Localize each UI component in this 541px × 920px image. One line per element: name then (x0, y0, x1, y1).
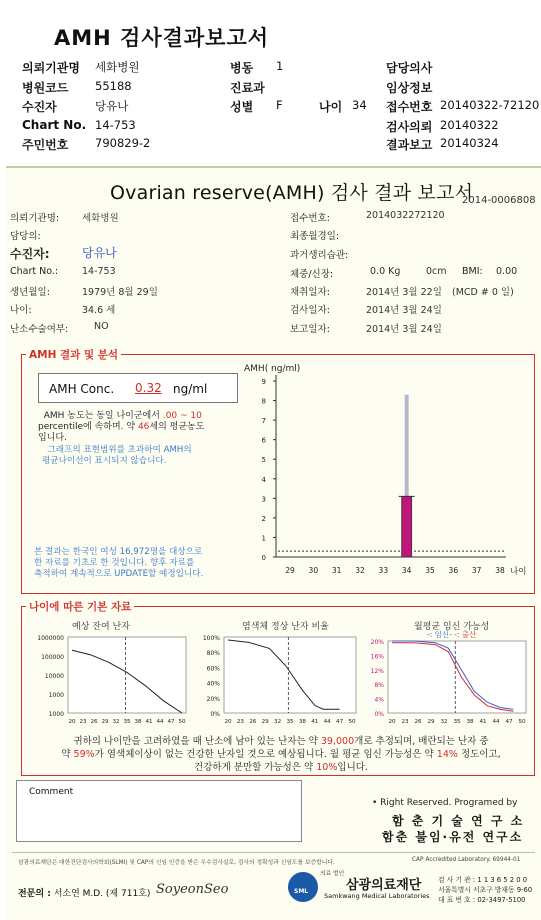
info-value: 2014년 3월 22일 (366, 287, 442, 298)
info-value: 0.0 Kg (370, 266, 401, 277)
field-label: 검사의뢰 (386, 120, 433, 134)
cap-accreditation: CAP Accredited Laboratory. 69944-01 (412, 857, 521, 863)
note-line: 평균나이선이 표시되지 않습니다. (42, 456, 167, 466)
field-label: 결과보고 (386, 138, 433, 152)
y-tick-label: 80% (206, 650, 220, 658)
x-tick-label: 30 (308, 566, 319, 575)
info-label: 접수번호: (290, 213, 330, 224)
x-tick-label: 23 (401, 719, 409, 725)
desc-age: 46 (137, 422, 150, 432)
y-tick-label: 0% (210, 711, 220, 718)
field-label: 담당의사 (386, 61, 433, 75)
remaining-eggs-chart (24, 629, 194, 733)
y-tick-label: 40% (206, 680, 220, 688)
certification-text: 삼광의료재단은 대한진단검사의학회(SLMI) 및 CAP의 신임 인증을 받은 우수검사실로, 검사의 정확성과 신임도를 보증합니다. (18, 860, 335, 866)
x-tick-label: 41 (479, 719, 487, 725)
org-type: 의료 법인 (320, 871, 345, 877)
divider (12, 852, 535, 853)
y-tick-label: 20% (206, 695, 220, 703)
y-tick-label: 0% (374, 711, 384, 718)
note-line: 그래프의 표현범위를 초과하여 AMH의 (47, 445, 192, 455)
request-header (0, 0, 541, 160)
phone: 대 표 번 호 : 02-3497-5100 (438, 896, 526, 904)
summary-text: 개로 추정되며, 배란되는 난자 중 (354, 736, 489, 747)
patient-bar (402, 496, 412, 557)
x-tick-label: 38 (466, 719, 474, 725)
x-tick-label: 36 (448, 566, 459, 575)
x-tick-label: 50 (518, 719, 526, 725)
x-tick-label: 29 (261, 719, 269, 725)
desc-text: AMH 농도는 동일 나이군에서 (43, 411, 160, 421)
field-value: 20140322-72120 (440, 98, 540, 112)
y-tick-label: 6 (261, 436, 266, 445)
specialist-label: 전문의 : (18, 889, 51, 899)
y-axis-label: AMH( ng/ml) (244, 364, 301, 374)
field-value: 790829-2 (95, 136, 151, 150)
normal-eggs-chart (194, 629, 364, 733)
plot-area (224, 637, 356, 713)
y-tick-label: 2 (261, 514, 266, 523)
info-label: 수진자: (10, 247, 50, 261)
x-tick-label: 47 (505, 719, 513, 725)
field-label: 수진자 (22, 100, 57, 114)
amh-conc-label: AMH Conc. (49, 382, 115, 396)
y-tick-label: 12% (370, 667, 384, 675)
x-tick-label: 26 (90, 719, 98, 725)
y-tick-label: 9 (261, 378, 266, 386)
x-tick-label: 20 (68, 719, 76, 725)
info-value: 34.6 세 (82, 305, 116, 316)
rights-notice: • Right Reserved. Programed by (372, 798, 518, 808)
y-tick-label: 1 (261, 534, 266, 543)
summary-normal-pct: 59% (73, 749, 95, 760)
x-tick-label: 32 (355, 566, 365, 575)
info-label: 나이: (10, 305, 32, 316)
amh-result-section (21, 354, 535, 594)
x-tick-label: 38 (134, 719, 142, 725)
y-tick-label: 4% (374, 696, 384, 704)
plot-area (388, 641, 526, 713)
y-tick-label: 3 (261, 495, 266, 504)
field-label: 의뢰기관명 (22, 61, 80, 75)
summary-birth-pct: 10% (316, 762, 338, 773)
desc-text: 세의 평균농도 (149, 422, 205, 432)
chart-title: 염색체 정상 난자 비율 (242, 622, 329, 632)
field-label: 접수번호 (386, 100, 433, 114)
x-tick-label: 41 (145, 719, 153, 725)
plot-area (68, 637, 186, 713)
info-label: Chart No.: (10, 266, 59, 277)
info-value: 세화병원 (82, 213, 119, 224)
info-label: BMI: (462, 266, 483, 277)
pregnancy-chance-chart (364, 637, 534, 733)
amh-conc-value: 0.32 (135, 381, 162, 395)
x-tick-label: 29 (427, 719, 435, 725)
info-label: 의뢰기관명: (10, 213, 60, 224)
field-value: 1 (276, 59, 284, 73)
specialist-name: 서소연 M.D. (제 711호) (53, 889, 151, 899)
x-tick-label: 32 (274, 719, 282, 725)
note-line: 본 결과는 한국인 여성 16,972명을 대상으로 (34, 547, 203, 557)
info-label: 난소수술여부: (10, 324, 69, 335)
info-label: 채취일자: (290, 287, 330, 298)
field-value: 당유나 (95, 99, 129, 113)
x-tick-label: 33 (378, 566, 389, 575)
field-label: 주민번호 (22, 138, 69, 152)
y-tick-label: 20% (370, 639, 384, 646)
logo-text: SML (294, 888, 309, 895)
x-tick-label: 26 (414, 719, 422, 725)
info-label: 최종월경일: (290, 231, 340, 242)
address: 서울특별시 서초구 방재동 9-60 (438, 886, 533, 894)
x-tick-label: 35 (425, 566, 435, 575)
x-tick-label: 44 (156, 719, 164, 725)
y-tick-label: 1000 (48, 692, 64, 699)
amh-data-note (34, 547, 203, 580)
field-value: 34 (352, 98, 367, 112)
legend-birth: -: 출산 (454, 630, 477, 639)
info-value: 0cm (426, 266, 447, 277)
info-value: 2014년 3월 24일 (366, 324, 442, 335)
info-label: 검사일자: (290, 305, 330, 316)
age-reference-section (21, 606, 535, 776)
amh-concentration (38, 373, 238, 403)
sml-logo-icon (288, 872, 318, 902)
y-tick-label: 100000 (41, 654, 64, 661)
field-label: 성별 (230, 100, 254, 114)
info-value: 2014032272120 (366, 210, 445, 221)
x-tick-label: 37 (471, 566, 482, 575)
y-tick-label: 5 (261, 456, 266, 465)
field-value: F (276, 98, 283, 112)
desc-range: .00 ~ 10 (162, 411, 202, 421)
field-label: 나이 (319, 100, 343, 114)
x-tick-label: 47 (336, 719, 344, 725)
y-tick-label: 1000 (48, 711, 64, 718)
field-value: 20140324 (440, 136, 499, 150)
institute-name: 함 춘 기 술 연 구 소 (392, 814, 525, 828)
x-tick-label: 44 (323, 719, 331, 725)
x-tick-label: 35 (123, 719, 131, 725)
note-line: 축적하여 계속적으로 UPDATE할 예정입니다. (34, 569, 204, 579)
organization-name: 삼광의료재단 (346, 878, 422, 893)
x-tick-label: 23 (236, 719, 244, 725)
summary-text: 약 (61, 749, 71, 760)
x-tick-label: 38 (495, 566, 505, 575)
lab-code: 검 사 기 관 : 1 1 3 6 5 2 0 0 (438, 876, 528, 884)
x-tick-label: 31 (331, 566, 342, 575)
info-label: 보고일자: (290, 324, 330, 335)
summary-text: 건강하게 분만할 가능성은 약 (194, 762, 314, 773)
y-tick-label: 0 (261, 554, 266, 562)
x-tick-label: 20 (224, 719, 232, 725)
field-label: 임상정보 (386, 81, 433, 95)
y-tick-label: 8 (261, 397, 266, 406)
x-tick-label: 35 (453, 719, 461, 725)
info-value: 14-753 (82, 266, 116, 277)
x-tick-label: 32 (112, 719, 120, 725)
x-tick-label: 44 (492, 719, 500, 725)
reference-summary (34, 735, 528, 774)
info-label: 생년월일: (10, 287, 50, 298)
legend-pregnancy: -: 임신- (427, 630, 452, 639)
summary-eggs: 39,000 (320, 736, 355, 747)
note-line: 한 자료를 기초로 한 것입니다. 향후 자료를 (34, 558, 195, 568)
x-tick-label: 35 (286, 719, 294, 725)
info-label: 담당의: (10, 231, 41, 242)
x-tick-label: 29 (101, 719, 109, 725)
reference-range-bar (405, 395, 409, 497)
field-value: 20140322 (440, 118, 499, 132)
info-value: 0.00 (496, 266, 518, 277)
field-value: 세화병원 (95, 60, 140, 74)
y-tick-label: 10000 (44, 673, 64, 680)
x-axis-label: 나이 (510, 567, 527, 577)
x-tick-label: 29 (285, 566, 295, 575)
amh-conc-unit: ng/ml (173, 382, 208, 396)
x-tick-label: 34 (401, 566, 412, 575)
x-tick-label: 32 (440, 719, 448, 725)
y-tick-label: 4 (261, 475, 266, 484)
info-value: (MCD # 0 일) (452, 287, 514, 298)
desc-text: percentile에 속하며. 약 (38, 422, 136, 432)
organization-english: Samkwang Medical Laboratories (324, 892, 430, 900)
amh-age-chart (242, 361, 532, 587)
x-tick-label: 38 (298, 719, 306, 725)
summary-text: 귀하의 나이만을 고려하였을 때 난소에 남아 있는 난자는 약 (73, 736, 318, 747)
signature: SoyeonSeo (156, 882, 229, 897)
y-tick-label: 1000000 (37, 635, 64, 642)
x-tick-label: 20 (388, 719, 396, 725)
x-tick-label: 50 (178, 719, 186, 725)
specialist (18, 886, 150, 899)
field-label: 병원코드 (22, 81, 69, 95)
summary-text: 가 염색체이상이 없는 건강한 난자일 것으로 예상됩니다. 월 평균 임신 가능성은 약 (94, 749, 434, 760)
field-value: 55188 (95, 79, 132, 93)
y-tick-label: 16% (370, 653, 384, 661)
summary-pregnancy-pct: 14% (436, 749, 458, 760)
y-tick-label: 100% (202, 635, 220, 642)
info-value: 1979년 8월 29일 (82, 287, 158, 298)
reference-section-label: 나이에 따른 기본 자료 (26, 599, 134, 614)
amh-description (38, 411, 248, 444)
report-title: Ovarian reserve(AMH) 검사 결과 보고서 (110, 182, 474, 204)
field-label: Chart No. (22, 118, 87, 132)
y-tick-label: 60% (206, 665, 220, 673)
x-tick-label: 47 (167, 719, 175, 725)
page-title: AMH 검사결과보고서 (54, 26, 270, 50)
field-label: 병동 (230, 61, 254, 75)
amh-range-note (42, 445, 192, 467)
x-tick-label: 23 (79, 719, 87, 725)
field-value: 14-753 (95, 118, 136, 132)
amh-section-label: AMH 결과 및 분석 (26, 347, 121, 362)
institute-name: 함춘 불임·유전 연구소 (382, 830, 524, 844)
report-sheet (6, 166, 541, 920)
comment-box (16, 780, 302, 842)
comment-label: Comment (29, 787, 74, 797)
chart-title: 월평균 임신 가능성 (414, 622, 490, 632)
summary-text: 입니다. (337, 762, 368, 773)
info-label: 체중/신장: (290, 269, 334, 280)
summary-text: 정도이고, (460, 749, 501, 760)
y-tick-label: 8% (374, 682, 384, 690)
desc-text: 입니다. (38, 433, 67, 443)
x-tick-label: 26 (249, 719, 257, 725)
info-value: 2014년 3월 24일 (366, 305, 442, 316)
y-tick-label: 7 (261, 417, 266, 426)
x-tick-label: 41 (311, 719, 319, 725)
info-value: NO (94, 321, 109, 332)
document-number: 2014-0006808 (462, 195, 536, 206)
x-tick-label: 50 (348, 719, 356, 725)
info-label: 과거생리습관: (290, 250, 349, 261)
chart-title: 예상 잔여 난자 (72, 622, 130, 632)
patient-name: 당유나 (82, 246, 117, 260)
field-label: 진료과 (230, 81, 265, 95)
